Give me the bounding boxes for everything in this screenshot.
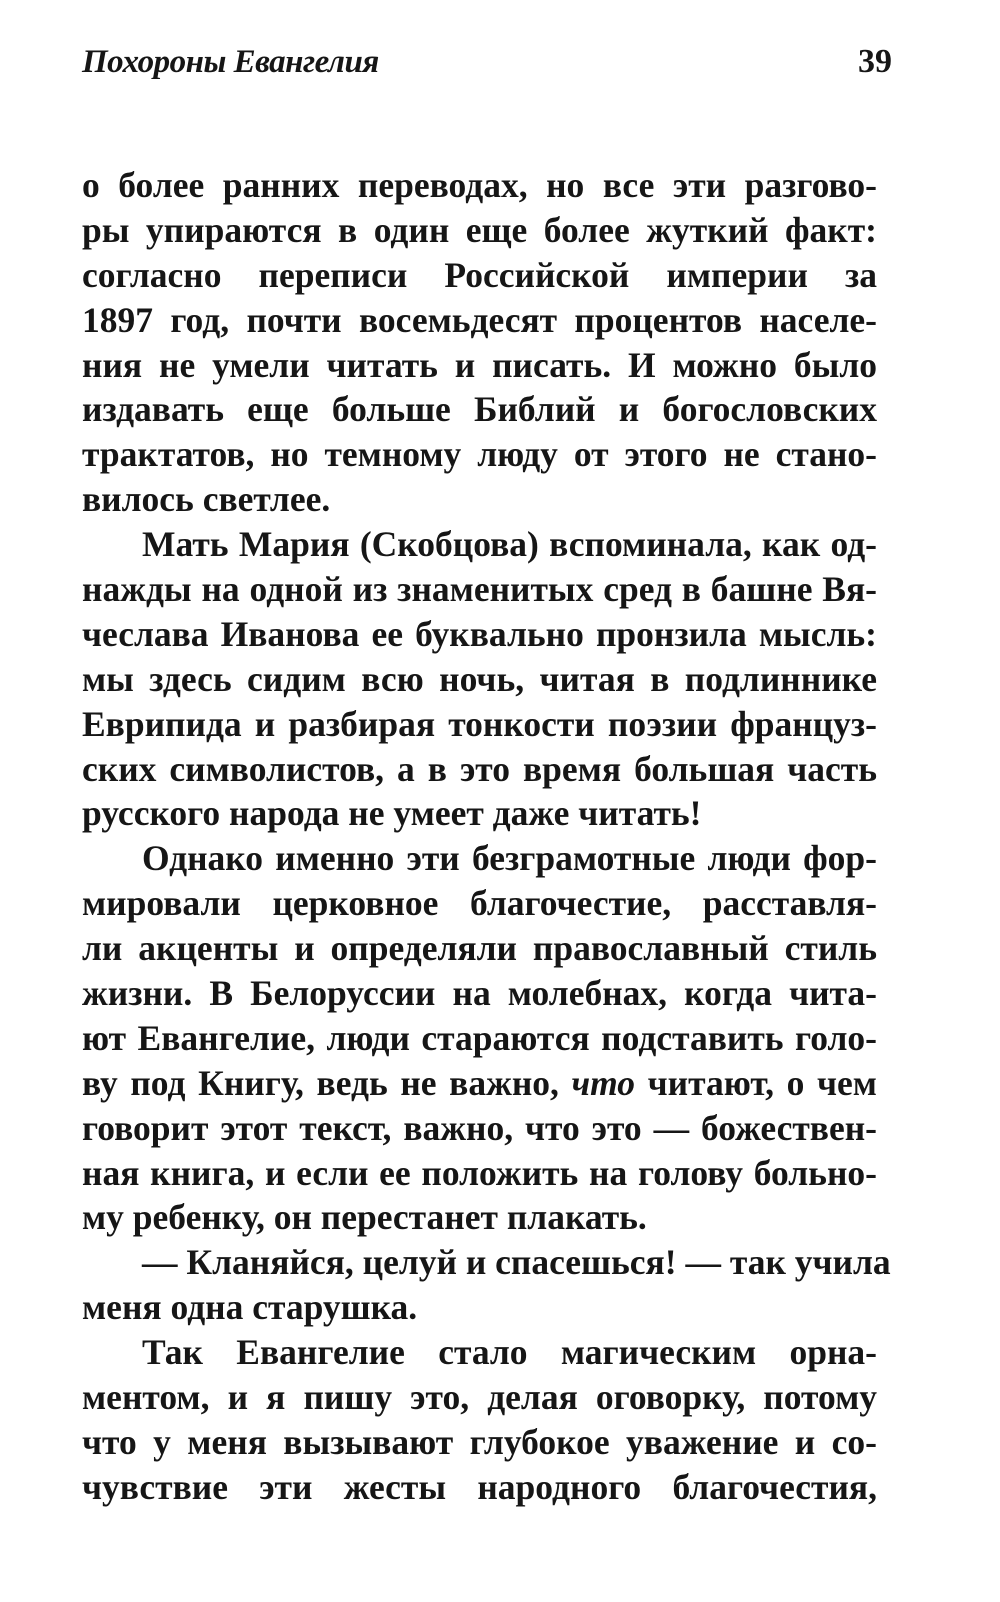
text-line: трактатов, но темному люду от этого не стано-: [82, 434, 877, 475]
text-line: жизни. В Белоруссии на молебнах, когда чита-: [82, 973, 877, 1014]
text-line: нажды на одной из знаменитых сред в башне Вя-: [82, 569, 877, 610]
text-line: ют Евангелие, люди стараются подставить голо-: [82, 1017, 877, 1058]
text-line: ли акценты и определяли православный стиль: [82, 928, 877, 969]
text-line: ния не умели читать и писать. И можно было: [82, 344, 877, 385]
text-line: издавать еще больше Библий и богословских: [82, 389, 877, 430]
page-number: 39: [858, 43, 892, 80]
text-line: Так Евангелие стало магическим орна-: [142, 1332, 877, 1373]
text-line: мировали церковное благочестие, расставля-: [82, 883, 877, 924]
running-title: Похороны Евангелия: [82, 44, 379, 80]
text-line: о более ранних переводах, но все эти разгово-: [82, 165, 877, 205]
text-line: согласно переписи Российской империи за: [82, 254, 877, 295]
text-run: читают, о чем: [635, 1062, 877, 1103]
text-line: му ребенку, он перестанет плакать.: [82, 1197, 647, 1238]
running-head: [82, 44, 892, 94]
text-line: чувствие эти жесты народного благочестия,: [82, 1466, 877, 1507]
text-line: ских символистов, а в это время большая часть: [82, 748, 877, 789]
text-line: что у меня вызывают глубокое уважение и со-: [82, 1421, 877, 1462]
text-line: ная книга, и если ее положить на голову больно-: [82, 1152, 877, 1193]
body-text: [82, 163, 891, 1510]
text-run: ву под Книгу, ведь не важно,: [82, 1062, 572, 1103]
text-line: ры упираются в один еще более жуткий факт:: [82, 209, 877, 250]
text-line: Однако именно эти безграмотные люди фор-: [142, 838, 877, 879]
text-line: ментом, и я пишу это, делая оговорку, потому: [82, 1377, 877, 1418]
text-line: меня одна старушка.: [82, 1287, 418, 1328]
text-line: Мать Мария (Скобцова) вспоминала, как од-: [142, 524, 877, 565]
text-line: 1897 год, почти восемьдесят процентов населе-: [82, 299, 877, 340]
text-line: Еврипида и разбирая тонкости поэзии француз-: [82, 703, 877, 744]
italic-emphasis: что: [571, 1062, 636, 1103]
text-line: [82, 1061, 877, 1106]
text-line: — Кланяйся, целуй и спасешься! — так учила: [142, 1242, 891, 1283]
text-line: говорит этот текст, важно, что это — божествен-: [82, 1107, 877, 1148]
text-line: мы здесь сидим всю ночь, читая в подлиннике: [82, 658, 877, 699]
text-line: чеслава Иванова ее буквально пронзила мысль:: [82, 613, 877, 654]
text-line: вилось светлее.: [82, 479, 331, 520]
text-line: русского народа не умеет даже читать!: [82, 793, 702, 834]
